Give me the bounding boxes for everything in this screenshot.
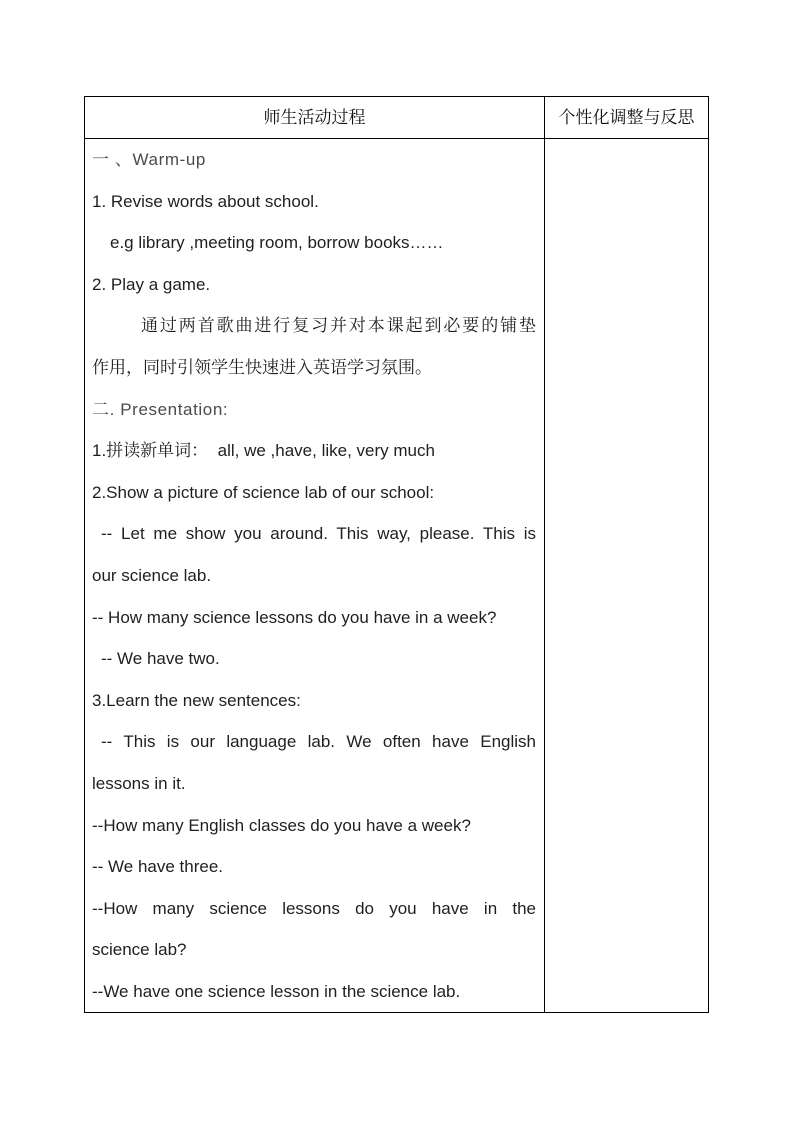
text-line: --We have one science lesson in the science lab. [92, 981, 461, 1001]
text-line: 1. Revise words about school. [92, 191, 319, 211]
header-reflection: 个性化调整与反思 [558, 108, 695, 127]
text-line: our science lab. [92, 565, 212, 585]
text-line: -- We have three. [92, 857, 224, 877]
text-line: 1.拼读新单词： all, we ,have, like, very much [92, 441, 435, 461]
text-line: -- This is our language lab. We often have English [101, 732, 536, 752]
text-line: e.g library ,meeting room, borrow books…… [110, 233, 444, 253]
text-line: lessons in it. [92, 773, 186, 793]
text-line: science lab? [92, 940, 187, 960]
text-line: --How many science lessons do you have in the [92, 898, 536, 918]
header-activity: 师生活动过程 [263, 108, 366, 127]
text-line: --How many English classes do you have a week? [92, 815, 471, 835]
section-heading-presentation: 二. Presentation: [92, 399, 229, 419]
text-line: 3.Learn the new sentences: [92, 690, 301, 710]
lesson-plan-table [84, 96, 709, 1013]
text-line: 作用，同时引领学生快速进入英语学习氛围。 [92, 357, 432, 377]
text-line: 2.Show a picture of science lab of our school: [92, 482, 435, 502]
text-line: -- How many science lessons do you have in a week? [92, 607, 497, 627]
activity-cell [85, 139, 544, 1012]
text-line: -- We have two. [101, 649, 220, 669]
text-line: 2. Play a game. [92, 274, 211, 294]
section-heading-warmup: 一 、Warm-up [92, 150, 206, 169]
text-line: -- Let me show you around. This way, please. This is [101, 524, 536, 544]
text-line: 通过两首歌曲进行复习并对本课起到必要的铺垫 [141, 316, 536, 336]
reflection-cell [545, 139, 708, 1012]
